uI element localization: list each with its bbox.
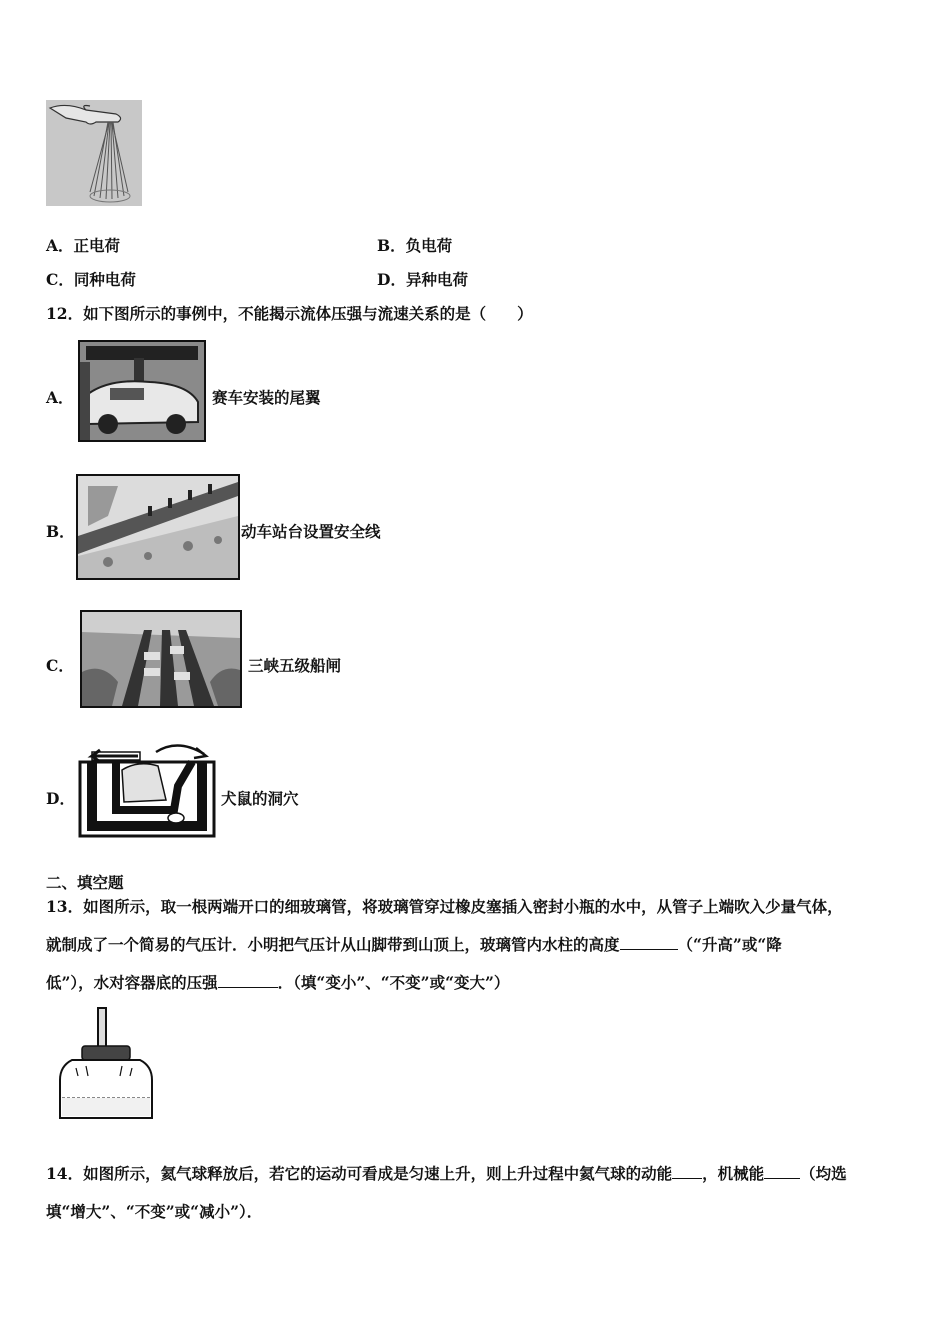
- q11-option-d: [377, 270, 468, 290]
- q14-blank-1[interactable]: [672, 1164, 702, 1179]
- q13-blank-1[interactable]: [620, 935, 678, 950]
- q12-option-a-image: [78, 340, 206, 442]
- q11-option-b-text: 负电荷: [405, 236, 453, 255]
- q11-option-d-letter: D．: [377, 270, 406, 289]
- q11-option-a-text: 正电荷: [73, 236, 121, 255]
- q12-option-c-image: [80, 610, 242, 708]
- q13-line3: [46, 973, 509, 993]
- q14-blank-2[interactable]: [764, 1164, 800, 1179]
- q11-figure: [46, 100, 142, 206]
- q13-line1: 13．如图所示，取一根两端开口的细玻璃管，将玻璃管穿过橡皮塞插入密封小瓶的水中，从管子上端吹入少量气体，: [46, 897, 843, 916]
- q13-figure: [56, 1006, 156, 1124]
- q11-option-a: [46, 236, 120, 256]
- q12-option-a-caption: 赛车安装的尾翼: [212, 388, 321, 407]
- q12-option-b-image: [76, 474, 240, 580]
- q12-option-b-letter: B．: [46, 522, 75, 541]
- q12-option-c-letter: C．: [46, 656, 74, 675]
- q13-line2-text-b: （“升高”或“降: [677, 935, 782, 954]
- q13-line3-text-a: 低”），水对容器底的压强: [46, 973, 218, 992]
- q12-option-d-image: [78, 740, 216, 840]
- q12-stem: 12．如下图所示的事例中，不能揭示流体压强与流速关系的是（ ）: [46, 304, 533, 323]
- q12-option-a-letter: A．: [46, 388, 74, 407]
- q12-option-d-caption: 犬鼠的洞穴: [221, 789, 299, 808]
- q11-option-b-letter: B．: [377, 236, 406, 255]
- q14-line1-text-c: （均选: [800, 1164, 847, 1183]
- q11-option-c-letter: C．: [46, 270, 74, 289]
- q11-option-b: [377, 236, 452, 256]
- q12-option-d-letter: D．: [46, 789, 75, 808]
- q13-line2: [46, 935, 782, 955]
- q11-option-d-text: 异种电荷: [405, 270, 468, 289]
- q12-option-c-caption: 三峡五级船闸: [248, 656, 342, 675]
- q14-line2: 填“增大”、“不变”或“减小”）．: [46, 1202, 263, 1221]
- q11-option-a-letter: A．: [46, 236, 74, 255]
- q14-line1-text-a: 14．如图所示，氦气球释放后，若它的运动可看成是匀速上升，则上升过程中氦气球的动能: [46, 1164, 673, 1183]
- q11-option-c: [46, 270, 136, 290]
- q11-option-c-text: 同种电荷: [73, 270, 136, 289]
- q14-line1: [46, 1164, 847, 1184]
- q13-blank-2[interactable]: [218, 973, 278, 988]
- q12-option-b-caption: 动车站台设置安全线: [241, 522, 381, 541]
- section-title: 二、填空题: [46, 873, 124, 892]
- q13-line3-text-b: ．（填“变小”、“不变”或“变大”）: [277, 973, 510, 992]
- q13-line2-text-a: 就制成了一个简易的气压计．小明把气压计从山脚带到山顶上，玻璃管内水柱的高度: [46, 935, 620, 954]
- q14-line1-text-b: ，机械能: [702, 1164, 765, 1183]
